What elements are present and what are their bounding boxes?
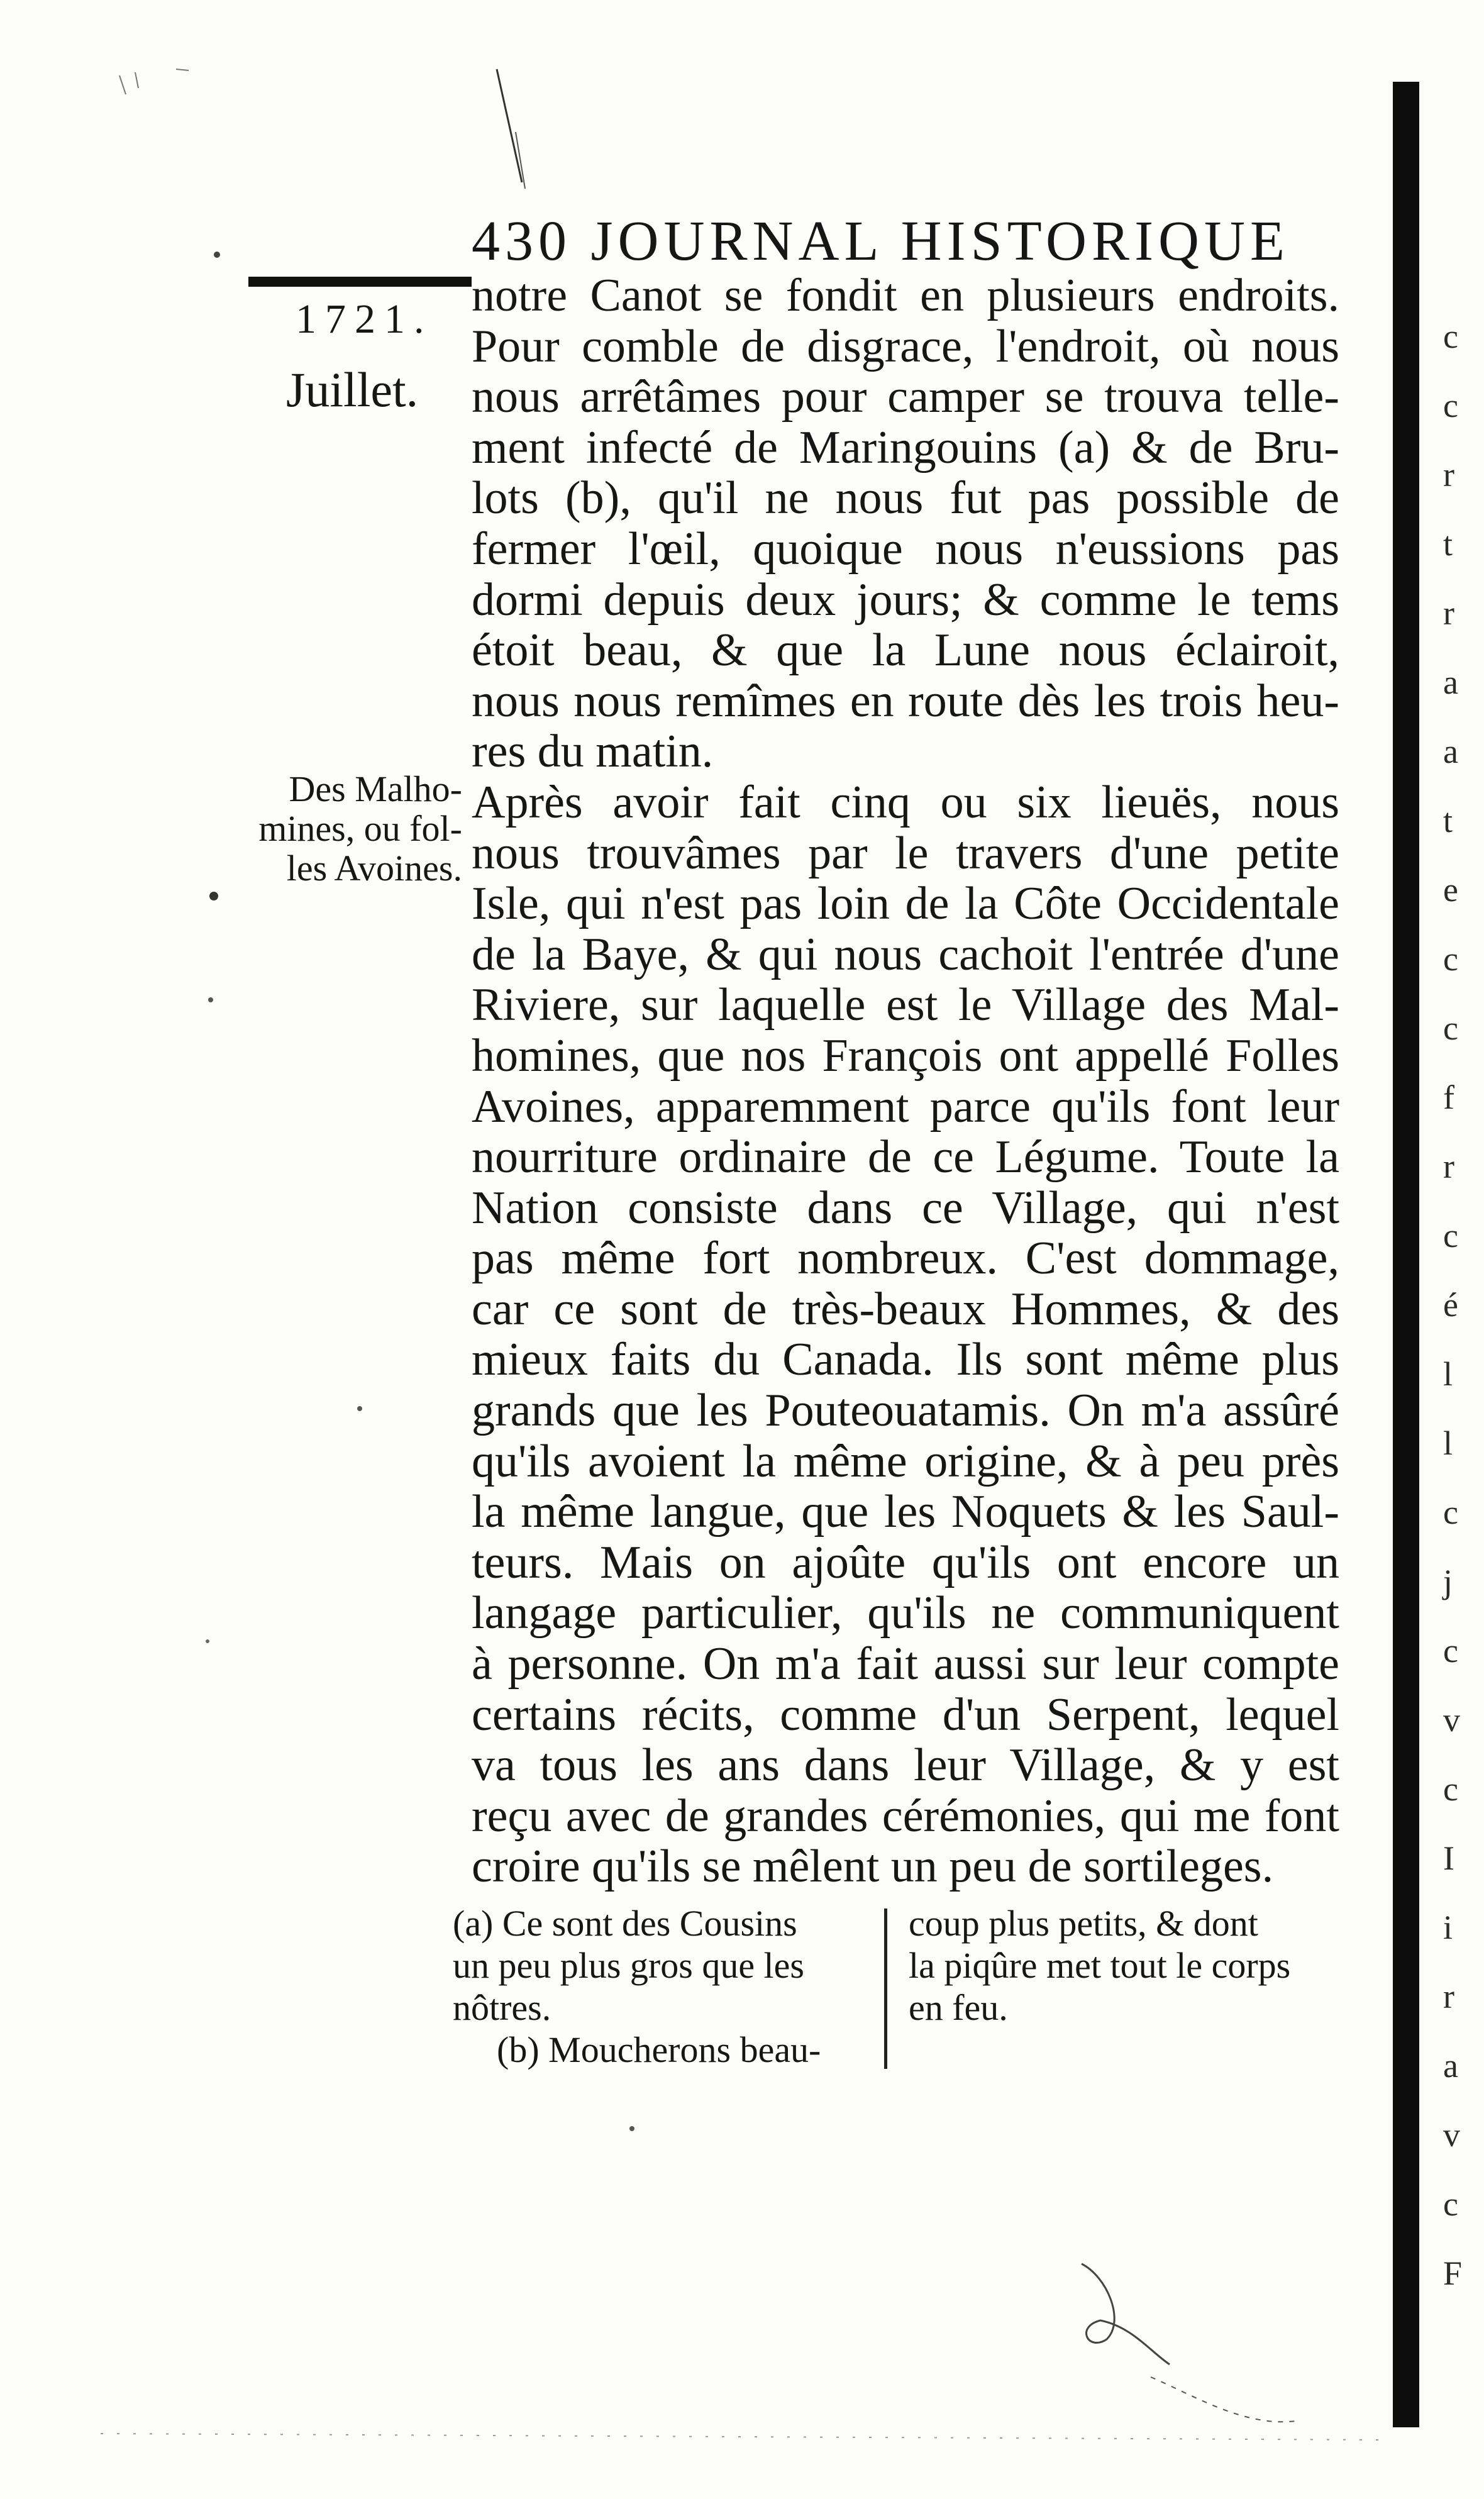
footnote-line: (a) Ce sont des Cousins [453, 1903, 797, 1944]
body-line: qu'ils avoient la même origine, & à peu près [472, 1435, 1339, 1487]
margin-month: Juillet. [286, 362, 419, 417]
facing-page-letter: c [1443, 1217, 1458, 1255]
facing-page-letter: é [1443, 1286, 1458, 1324]
facing-page-letter: r [1443, 456, 1454, 494]
body-line: Nation consiste dans ce Village, qui n'est [472, 1182, 1339, 1234]
body-line: va tous les ans dans leur Village, & y est [472, 1739, 1339, 1792]
body-line: nous arrêtâmes pour camper se trouva telle- [472, 371, 1339, 423]
facing-page-letter: l [1443, 1355, 1453, 1393]
facing-page-letter: v [1443, 2116, 1460, 2154]
body-line: mieux faits du Canada. Ils sont même plus [472, 1334, 1339, 1386]
body-line: grands que les Pouteouatamis. On m'a assûré [472, 1385, 1339, 1437]
body-line: Après avoir fait cinq ou six lieuës, nous [472, 776, 1339, 828]
facing-page-letter: r [1443, 1978, 1454, 2015]
facing-page-letter: a [1443, 663, 1458, 701]
body-line: fermer l'œil, quoique nous n'eussions pas [472, 523, 1339, 575]
facing-page-letter: c [1443, 387, 1458, 424]
body-line: certains récits, comme d'un Serpent, lequel [472, 1688, 1339, 1741]
body-line: à personne. On m'a fait aussi sur leur compte [472, 1638, 1339, 1690]
facing-page-letter: l [1443, 1424, 1453, 1462]
footnote-line: (b) Moucherons beau- [497, 2029, 821, 2070]
facing-page-letter: c [1443, 1770, 1458, 1808]
facing-page-letter: c [1443, 2185, 1458, 2223]
body-line: teurs. Mais on ajoûte qu'ils ont encore un [472, 1536, 1339, 1588]
facing-page-letter: r [1443, 1148, 1454, 1185]
facing-page-letter: t [1443, 802, 1453, 839]
body-line: Isle, qui n'est pas loin de la Côte Occidentale [472, 878, 1339, 930]
margin-year: 1721. [296, 296, 433, 342]
body-line: langage particulier, qu'ils ne communiquent [472, 1587, 1339, 1639]
margin-note-line: Des Malho- [289, 768, 462, 809]
footnote-line: la piqûre met tout le corps [909, 1945, 1291, 1986]
facing-page-letter: e [1443, 871, 1458, 909]
body-line: croire qu'ils se mêlent un peu de sortileges. [472, 1841, 1274, 1893]
facing-page-letter: r [1443, 594, 1454, 632]
body-line: nous nous remîmes en route dès les trois heu- [472, 675, 1339, 727]
margin-note-line: mines, ou fol- [258, 808, 462, 849]
footnote-line: un peu plus gros que les [453, 1945, 804, 1986]
footnote-line: nôtres. [453, 1987, 551, 2028]
facing-page-letter: a [1443, 733, 1458, 770]
facing-page-letter: c [1443, 1632, 1458, 1670]
facing-page-letter: t [1443, 525, 1453, 563]
facing-page-letter: F [1443, 2254, 1463, 2292]
body-line: notre Canot se fondit en plusieurs endroits. [472, 270, 1339, 321]
body-line: de la Baye, & qui nous cachoit l'entrée d'une [472, 928, 1339, 980]
body-line: étoit beau, & que la Lune nous éclairoit, [472, 624, 1339, 677]
footnote-line: coup plus petits, & dont [909, 1903, 1258, 1944]
body-line: res du matin. [472, 726, 714, 778]
margin-note-line: les Avoines. [286, 848, 462, 889]
body-line: nous trouvâmes par le travers d'une petite [472, 827, 1339, 879]
running-head: 430 JOURNAL HISTORIQUE [472, 210, 1290, 272]
body-line: pas même fort nombreux. C'est dommage, [472, 1233, 1339, 1285]
facing-page-letter: c [1443, 318, 1458, 355]
facing-page-letter: c [1443, 1009, 1458, 1047]
facing-page-letter: c [1443, 940, 1458, 978]
facing-page-letter: c [1443, 1493, 1458, 1531]
facing-page-letter: i [1443, 1909, 1453, 1946]
body-line: Riviere, sur laquelle est le Village des Mal- [472, 979, 1339, 1031]
body-line: Pour comble de disgrace, l'endroit, où nous [472, 320, 1339, 372]
body-line: Avoines, apparemment parce qu'ils font leur [472, 1080, 1339, 1133]
facing-page-letter: f [1443, 1078, 1454, 1116]
body-line: lots (b), qu'il ne nous fut pas possible de [472, 472, 1339, 524]
body-line: reçu avec de grandes cérémonies, qui me font [472, 1790, 1339, 1842]
body-line: la même langue, que les Noquets & les Saul- [472, 1486, 1339, 1538]
facing-page-letter: a [1443, 2047, 1458, 2085]
body-line: nourriture ordinaire de ce Légume. Toute la [472, 1131, 1339, 1183]
footnote-line: en feu. [909, 1987, 1008, 2028]
facing-page-letter: I [1443, 1839, 1454, 1877]
body-line: homines, que nos François ont appellé Folles [472, 1029, 1339, 1082]
body-line: car ce sont de très-beaux Hommes, & des [472, 1283, 1339, 1335]
body-line: dormi depuis deux jours; & comme le tems [472, 573, 1339, 626]
facing-page-letter: v [1443, 1701, 1460, 1739]
facing-page-letter: j [1443, 1563, 1453, 1600]
body-line: ment infecté de Maringouins (a) & de Bru- [472, 421, 1339, 474]
